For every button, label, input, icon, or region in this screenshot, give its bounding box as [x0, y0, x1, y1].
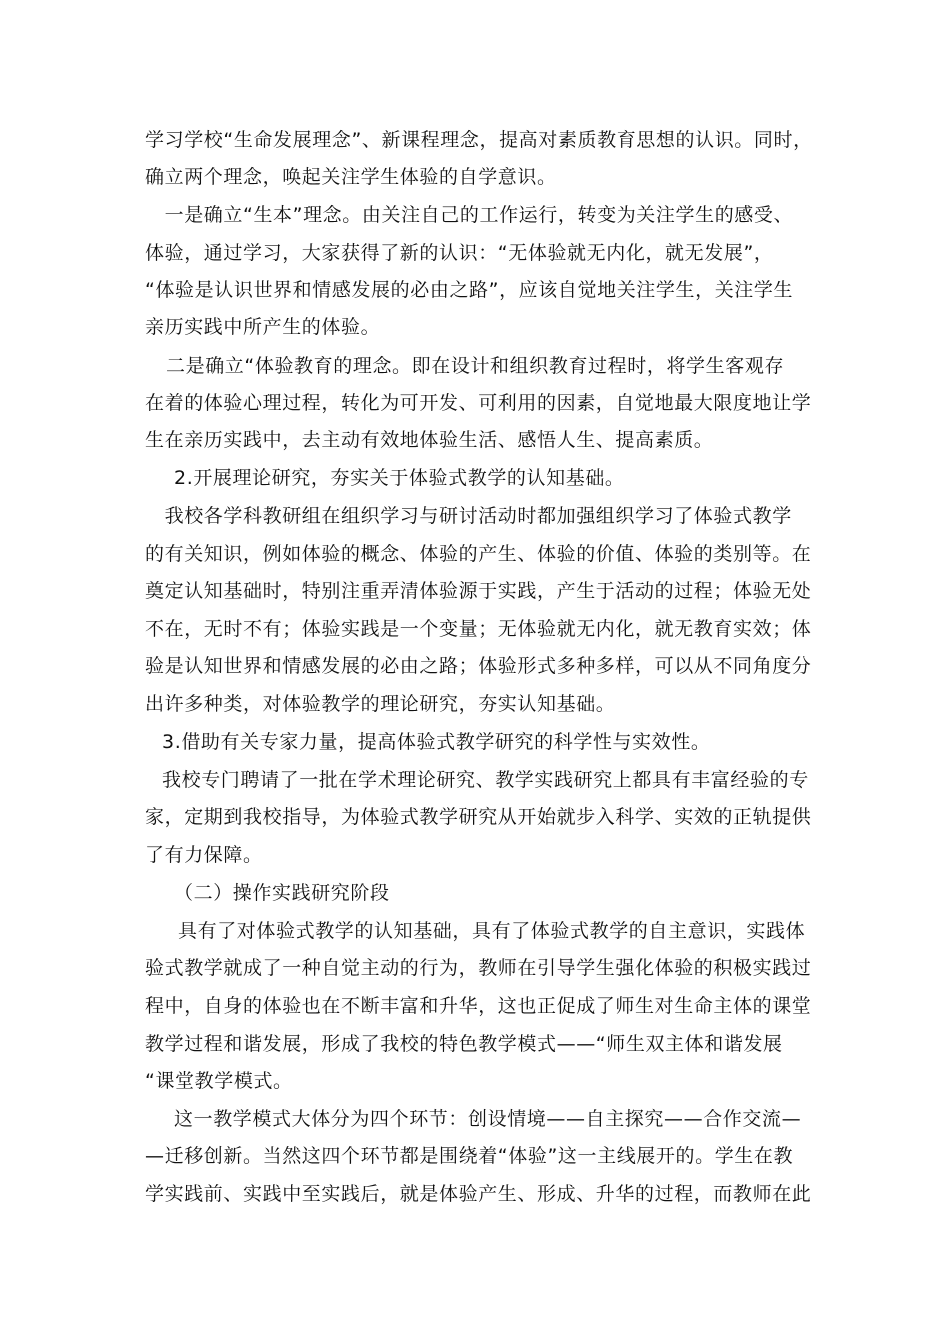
section-heading: 2.开展理论研究，夯实关于体验式教学的认知基础。	[174, 467, 625, 489]
text-line: 这一教学模式大体分为四个环节：创设情境——自主探究——合作交流—	[174, 1108, 802, 1130]
text-line: 了有力保障。	[145, 844, 263, 866]
text-line: “体验是认识世界和情感发展的必由之路”，应该自觉地关注学生，关注学生	[145, 279, 794, 301]
text-line: 生在亲历实践中，去主动有效地体验生活、感悟人生、提高素质。	[145, 429, 714, 451]
text-line: 学实践前、实践中至实践后，就是体验产生、形成、升华的过程，而教师在此	[145, 1183, 812, 1205]
text-line: 亲历实践中所产生的体验。	[145, 316, 381, 338]
text-line: 教学过程和谐发展，形成了我校的特色教学模式——“师生双主体和谐发展	[145, 1033, 783, 1055]
text-line: —迁移创新。当然这四个环节都是围绕着“体验”这一主线展开的。学生在教	[145, 1145, 794, 1167]
text-line: 程中，自身的体验也在不断丰富和升华，这也正促成了师生对生命主体的课堂	[145, 995, 812, 1017]
text-line: 验是认知世界和情感发展的必由之路；体验形式多种多样，可以从不同角度分	[145, 655, 812, 677]
text-line: 一是确立“生本”理念。由关注自己的工作运行，转变为关注学生的感受、	[145, 204, 794, 226]
text-line: 具有了对体验式教学的认知基础，具有了体验式教学的自主意识，实践体	[178, 920, 806, 942]
text-line: 体验，通过学习，大家获得了新的认识：“无体验就无内化，就无发展”，	[145, 242, 774, 264]
section-heading: （二）操作实践研究阶段	[174, 882, 390, 904]
text-line: 奠定认知基础时，特别注重弄清体验源于实践，产生于活动的过程；体验无处	[145, 580, 812, 602]
text-line: 出许多种类，对体验教学的理论研究，夯实认知基础。	[145, 693, 616, 715]
text-line: 我校专门聘请了一批在学术理论研究、教学实践研究上都具有丰富经验的专	[162, 769, 809, 791]
section-heading: 3.借助有关专家力量，提高体验式教学研究的科学性与实效性。	[162, 731, 711, 753]
text-line: 二是确立“体验教育的理念。即在设计和组织教育过程时，将学生客观存	[166, 355, 785, 377]
text-line: “课堂教学模式。	[145, 1070, 293, 1092]
text-line: 在着的体验心理过程，转化为可开发、可利用的因素，自觉地最大限度地让学	[145, 392, 812, 414]
text-line: 学习学校“生命发展理念”、新课程理念，提高对素质教育思想的认识。同时，	[145, 129, 813, 151]
text-line: 的有关知识，例如体验的概念、体验的产生、体验的价值、体验的类别等。在	[145, 543, 812, 565]
text-line: 确立两个理念，唤起关注学生体验的自学意识。	[145, 166, 557, 188]
text-line: 我校各学科教研组在组织学习与研讨活动时都加强组织学习了体验式教学	[145, 505, 792, 527]
text-line: 不在，无时不有；体验实践是一个变量；无体验就无内化，就无教育实效；体	[145, 618, 812, 640]
text-line: 验式教学就成了一种自觉主动的行为，教师在引导学生强化体验的积极实践过	[145, 957, 812, 979]
text-line: 家，定期到我校指导，为体验式教学研究从开始就步入科学、实效的正轨提供	[145, 806, 812, 828]
